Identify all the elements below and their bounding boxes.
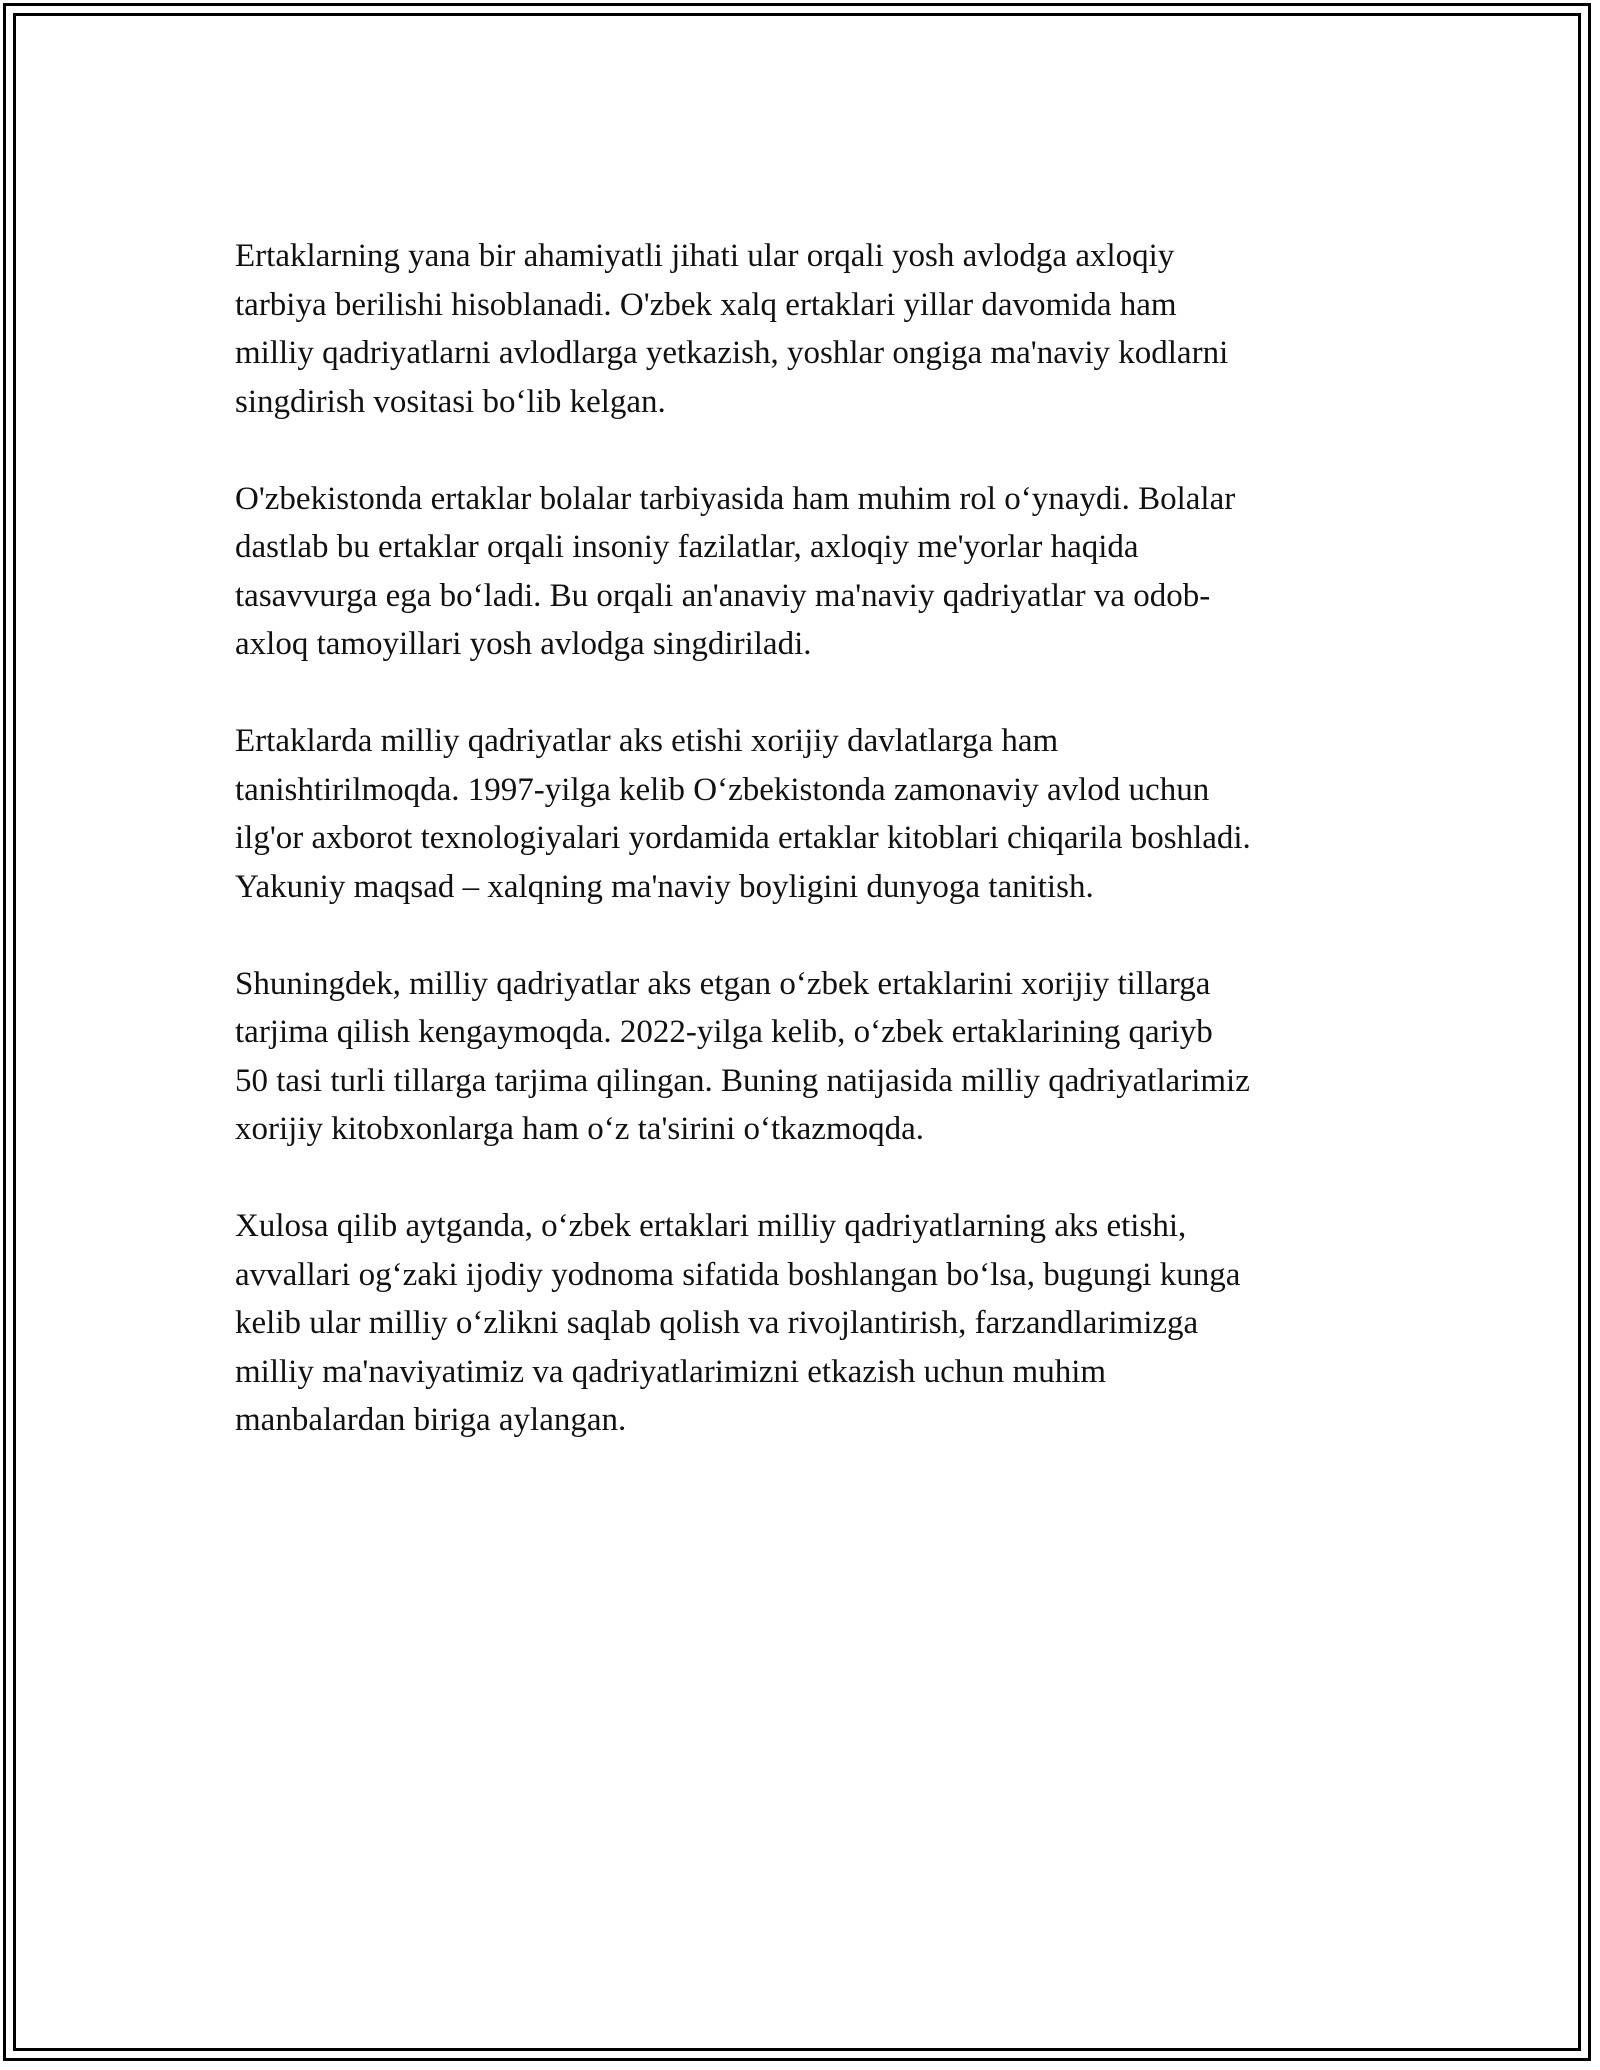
paragraph-2: O'zbekistonda ertaklar bolalar tarbiyasida ham muhim rol o‘ynaydi. Bolalar dastlab bu ertaklar orqali insoniy fazilatlar, axloqiy me'yorlar haqida tasavvurga ega bo‘ladi. Bu orqali an'anaviy ma'naviy qadriyatlar va odob- axloq tamoyillari yosh avlodga singdiriladi.: [235, 480, 1236, 662]
paragraph-5: Xulosa qilib aytganda, o‘zbek ertaklari milliy qadriyatlarning aks etishi, avvallari og‘zaki ijodiy yodnoma sifatida boshlangan bo‘lsa, bugungi kunga kelib ular milliy o‘zlikni saqlab qolish va rivojlantirish, farzandlarimizga milliy ma'naviyatimiz va qadriyatlarimizni etkazish uchun muhim manbalardan biriga aylangan.: [235, 1208, 1241, 1438]
paragraph-1: Ertaklarning yana bir ahamiyatli jihati ular orqali yosh avlodga axloqiy tarbiya berilishi hisoblanadi. O'zbek xalq ertaklari yillar davomida ham milliy qadriyatlarni avlodlarga yetkazish, yoshlar ongiga ma'naviy kodlarni singdirish vositasi bo‘lib kelgan.: [235, 238, 1229, 420]
paragraph-3: Ertaklarda milliy qadriyatlar aks etishi xorijiy davlatlarga ham tanishtirilmoqda. 1997-yilga kelib O‘zbekistonda zamonaviy avlod uchun ilg'or axborot texnologiyalari yordamida ertaklar kitoblari chiqarila boshladi. Yakuniy maqsad – xalqning ma'naviy boyligini dunyoga tanitish.: [235, 723, 1251, 905]
paragraph-4: Shuningdek, milliy qadriyatlar aks etgan o‘zbek ertaklarini xorijiy tillarga tarjima qilish kengaymoqda. 2022-yilga kelib, o‘zbek ertaklarining qariyb 50 tasi turli tillarga tarjima qilingan. Buning natijasida milliy qadriyatlarimiz xorijiy kitobxonlarga ham o‘z ta'sirini o‘tkazmoqda.: [235, 965, 1250, 1147]
document-body: [235, 232, 1370, 1493]
